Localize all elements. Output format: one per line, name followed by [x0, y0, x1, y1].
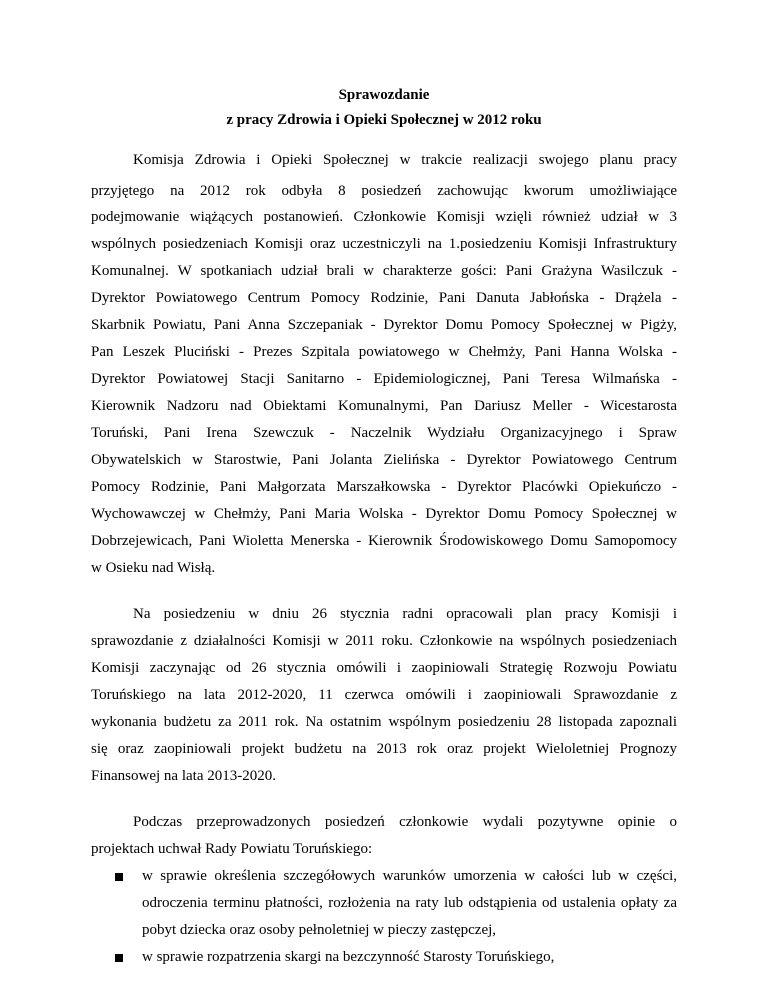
bullet-1-line: w sprawie określenia szczegółowych warunków umorzenia w całości lub w części, — [142, 868, 677, 884]
paragraph-1-line: Obywatelskich w Starostwie, Pani Jolanta Zielińska - Dyrektor Powiatowego Centrum — [91, 452, 677, 468]
paragraph-1-line: Dyrektor Powiatowej Stacji Sanitarno - Epidemiologicznej, Pani Teresa Wilmańska - — [91, 371, 677, 387]
paragraph-2-line: sprawozdanie z działalności Komisji w 2011 roku. Członkowie na wspólnych posiedzeniach — [91, 633, 677, 649]
paragraph-1-line: Dobrzejewicach, Pani Wioletta Menerska - Kierownik Środowiskowego Domu Samopomocy — [91, 533, 677, 549]
paragraph-3-line: Podczas przeprowadzonych posiedzeń członkowie wydali pozytywne opinie o — [133, 814, 677, 830]
document-title: Sprawozdanie — [338, 87, 430, 103]
paragraph-1-line: Komisja Zdrowia i Opieki Społecznej w trakcie realizacji swojego planu pracy — [133, 152, 677, 168]
bullet-1-line: odroczenia terminu płatności, rozłożenia na raty lub odstąpienia od ustalenia opłaty za — [142, 895, 677, 911]
paragraph-2-line: Komisji zaczynając od 26 stycznia omówili i zaopiniowali Strategię Rozwoju Powiatu — [91, 660, 677, 676]
document-subtitle: z pracy Zdrowia i Opieki Społecznej w 2012 roku — [226, 112, 542, 128]
paragraph-2-line: Toruńskiego na lata 2012-2020, 11 czerwca omówili i zaopiniowali Sprawozdanie z — [91, 687, 677, 703]
bullet-1-line: pobyt dziecka oraz osoby pełnoletniej w pieczy zastępczej, — [142, 922, 497, 938]
paragraph-1-line: Dyrektor Powiatowego Centrum Pomocy Rodzinie, Pani Danuta Jabłońska - Drążela - — [91, 290, 677, 306]
paragraph-1-line: wspólnych posiedzeniach Komisji oraz uczestniczyli na 1.posiedzeniu Komisji Infrastruktury — [91, 236, 677, 252]
paragraph-2-line: wykonania budżetu za 2011 rok. Na ostatnim wspólnym posiedzeniu 28 listopada zapoznali — [91, 714, 677, 730]
bullet-square-icon — [115, 873, 123, 881]
paragraph-1-line: Komunalnej. W spotkaniach udział brali w charakterze gości: Pani Grażyna Wasilczuk - — [91, 263, 677, 279]
bullet-2-line: w sprawie rozpatrzenia skargi na bezczynność Starosty Toruńskiego, — [142, 949, 555, 965]
paragraph-1-line: przyjętego na 2012 rok odbyła 8 posiedzeń zachowując kworum umożliwiające — [91, 183, 677, 199]
paragraph-3-line: projektach uchwał Rady Powiatu Toruńskiego: — [91, 841, 373, 857]
paragraph-1-line: Pan Leszek Pluciński - Prezes Szpitala powiatowego w Chełmży, Pani Hanna Wolska - — [91, 344, 677, 360]
paragraph-2-line: się oraz zaopiniowali projekt budżetu na 2013 rok oraz projekt Wieloletniej Prognozy — [91, 741, 677, 757]
paragraph-2-line: Finansowej na lata 2013-2020. — [91, 768, 276, 784]
paragraph-1-line: Kierownik Nadzoru nad Obiektami Komunalnymi, Pan Dariusz Meller - Wicestarosta — [91, 398, 677, 414]
paragraph-1-line: Toruński, Pani Irena Szewczuk - Naczelnik Wydziału Organizacyjnego i Spraw — [91, 425, 677, 441]
paragraph-2-line: Na posiedzeniu w dniu 26 stycznia radni opracowali plan pracy Komisji i — [133, 606, 677, 622]
paragraph-1-line: Pomocy Rodzinie, Pani Małgorzata Marszałkowska - Dyrektor Placówki Opiekuńczo - — [91, 479, 677, 495]
paragraph-1-line: Wychowawczej w Chełmży, Pani Maria Wolska - Dyrektor Domu Pomocy Społecznej w — [91, 506, 677, 522]
bullet-square-icon — [115, 954, 123, 962]
paragraph-1-line: Skarbnik Powiatu, Pani Anna Szczepaniak - Dyrektor Domu Pomocy Społecznej w Pigży, — [91, 317, 677, 333]
paragraph-1-line: podejmowanie wiążących postanowień. Członkowie Komisji wzięli również udział w 3 — [91, 209, 677, 225]
paragraph-1-line: w Osieku nad Wisłą. — [91, 560, 216, 576]
